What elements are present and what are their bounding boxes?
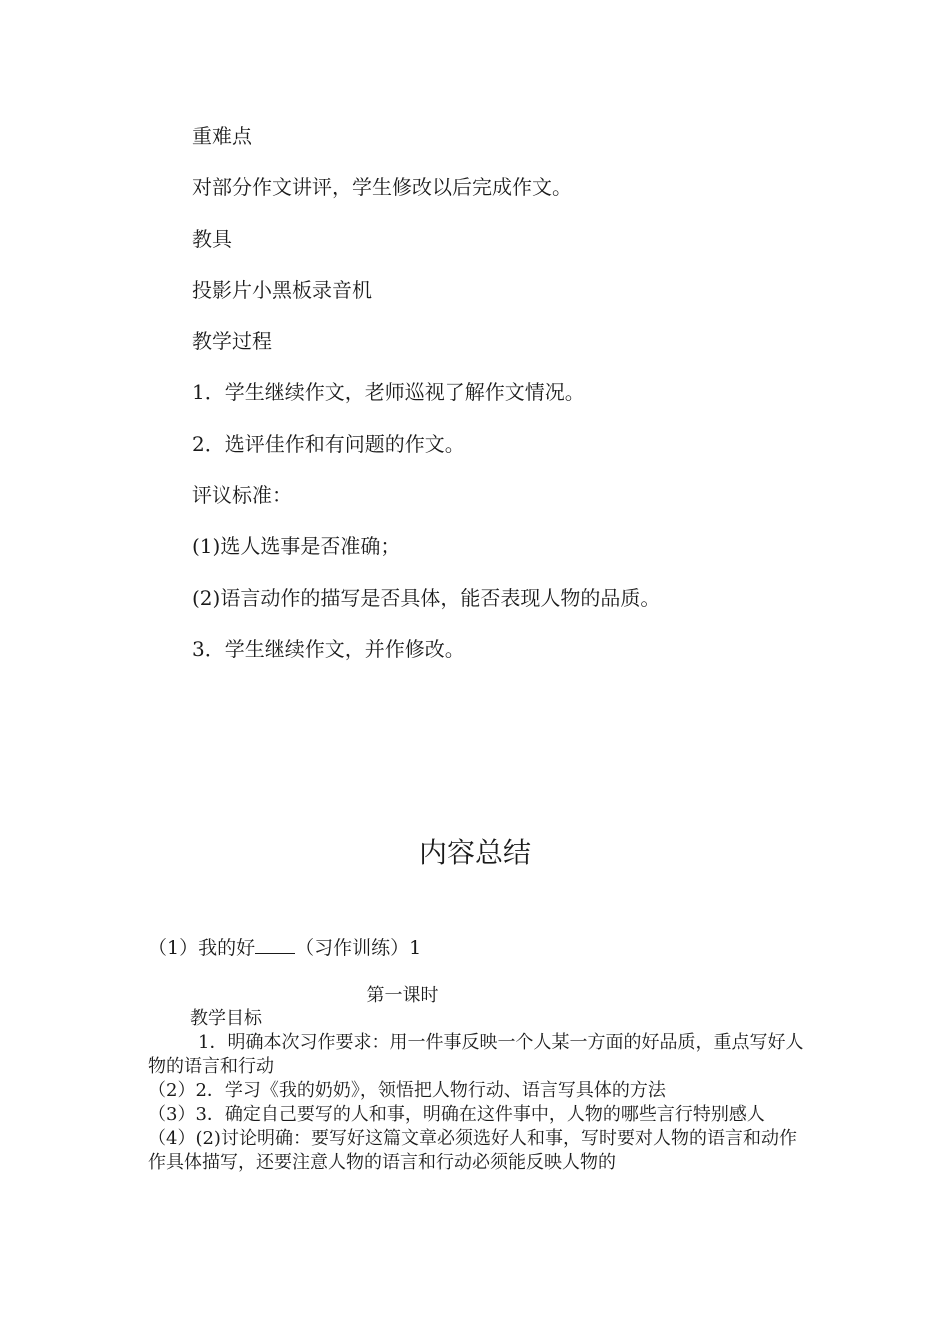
lesson-label: 第一课时 xyxy=(366,985,439,1006)
evaluation-criteria-heading: 评议标准： xyxy=(192,483,292,508)
goal-paragraph-1: 1．明确本次习作要求：用一件事反映一个人某一方面的好品质，重点写好人物的语言和行动 xyxy=(148,1032,804,1077)
goal-paragraph-4: （4）(2)讨论明确：要写好这篇文章必须选好人和事，写时要对人物的语言和动作作具体描写，还要注意人物的语言和行动必须能反映人物的 xyxy=(148,1128,797,1173)
item-title-suffix: （习作训练）1 xyxy=(295,937,422,959)
heading-teaching-process: 教学过程 xyxy=(192,329,272,354)
summary-body xyxy=(148,1007,804,1175)
summary-title: 内容总结 xyxy=(418,836,531,869)
goal-paragraph-2: （2）2．学习《我的奶奶》，领悟把人物行动、语言写具体的方法 xyxy=(148,1080,666,1101)
fill-in-blank xyxy=(255,935,295,954)
process-step-2: 2．选评佳作和有问题的作文。 xyxy=(192,431,465,456)
upper-section xyxy=(192,122,832,686)
goal-paragraph-3: （3）3．确定自己要写的人和事，明确在这件事中，人物的哪些言行特别感人 xyxy=(148,1104,765,1125)
item-title xyxy=(148,934,421,962)
key-points-text: 对部分作文讲评，学生修改以后完成作文。 xyxy=(192,175,572,200)
heading-teaching-aids: 教具 xyxy=(192,226,232,251)
criterion-1: (1)选人选事是否准确； xyxy=(192,534,401,559)
heading-key-points: 重难点 xyxy=(192,124,252,148)
teaching-aids-text: 投影片小黑板录音机 xyxy=(192,277,372,302)
criterion-2: (2)语言动作的描写是否具体，能否表现人物的品质。 xyxy=(192,585,661,610)
item-title-prefix: （1）我的好 xyxy=(148,937,256,959)
process-step-1: 1．学生继续作文，老师巡视了解作文情况。 xyxy=(192,380,585,405)
goals-heading: 教学目标 xyxy=(190,1008,262,1029)
process-step-3: 3．学生继续作文，并作修改。 xyxy=(192,636,465,661)
